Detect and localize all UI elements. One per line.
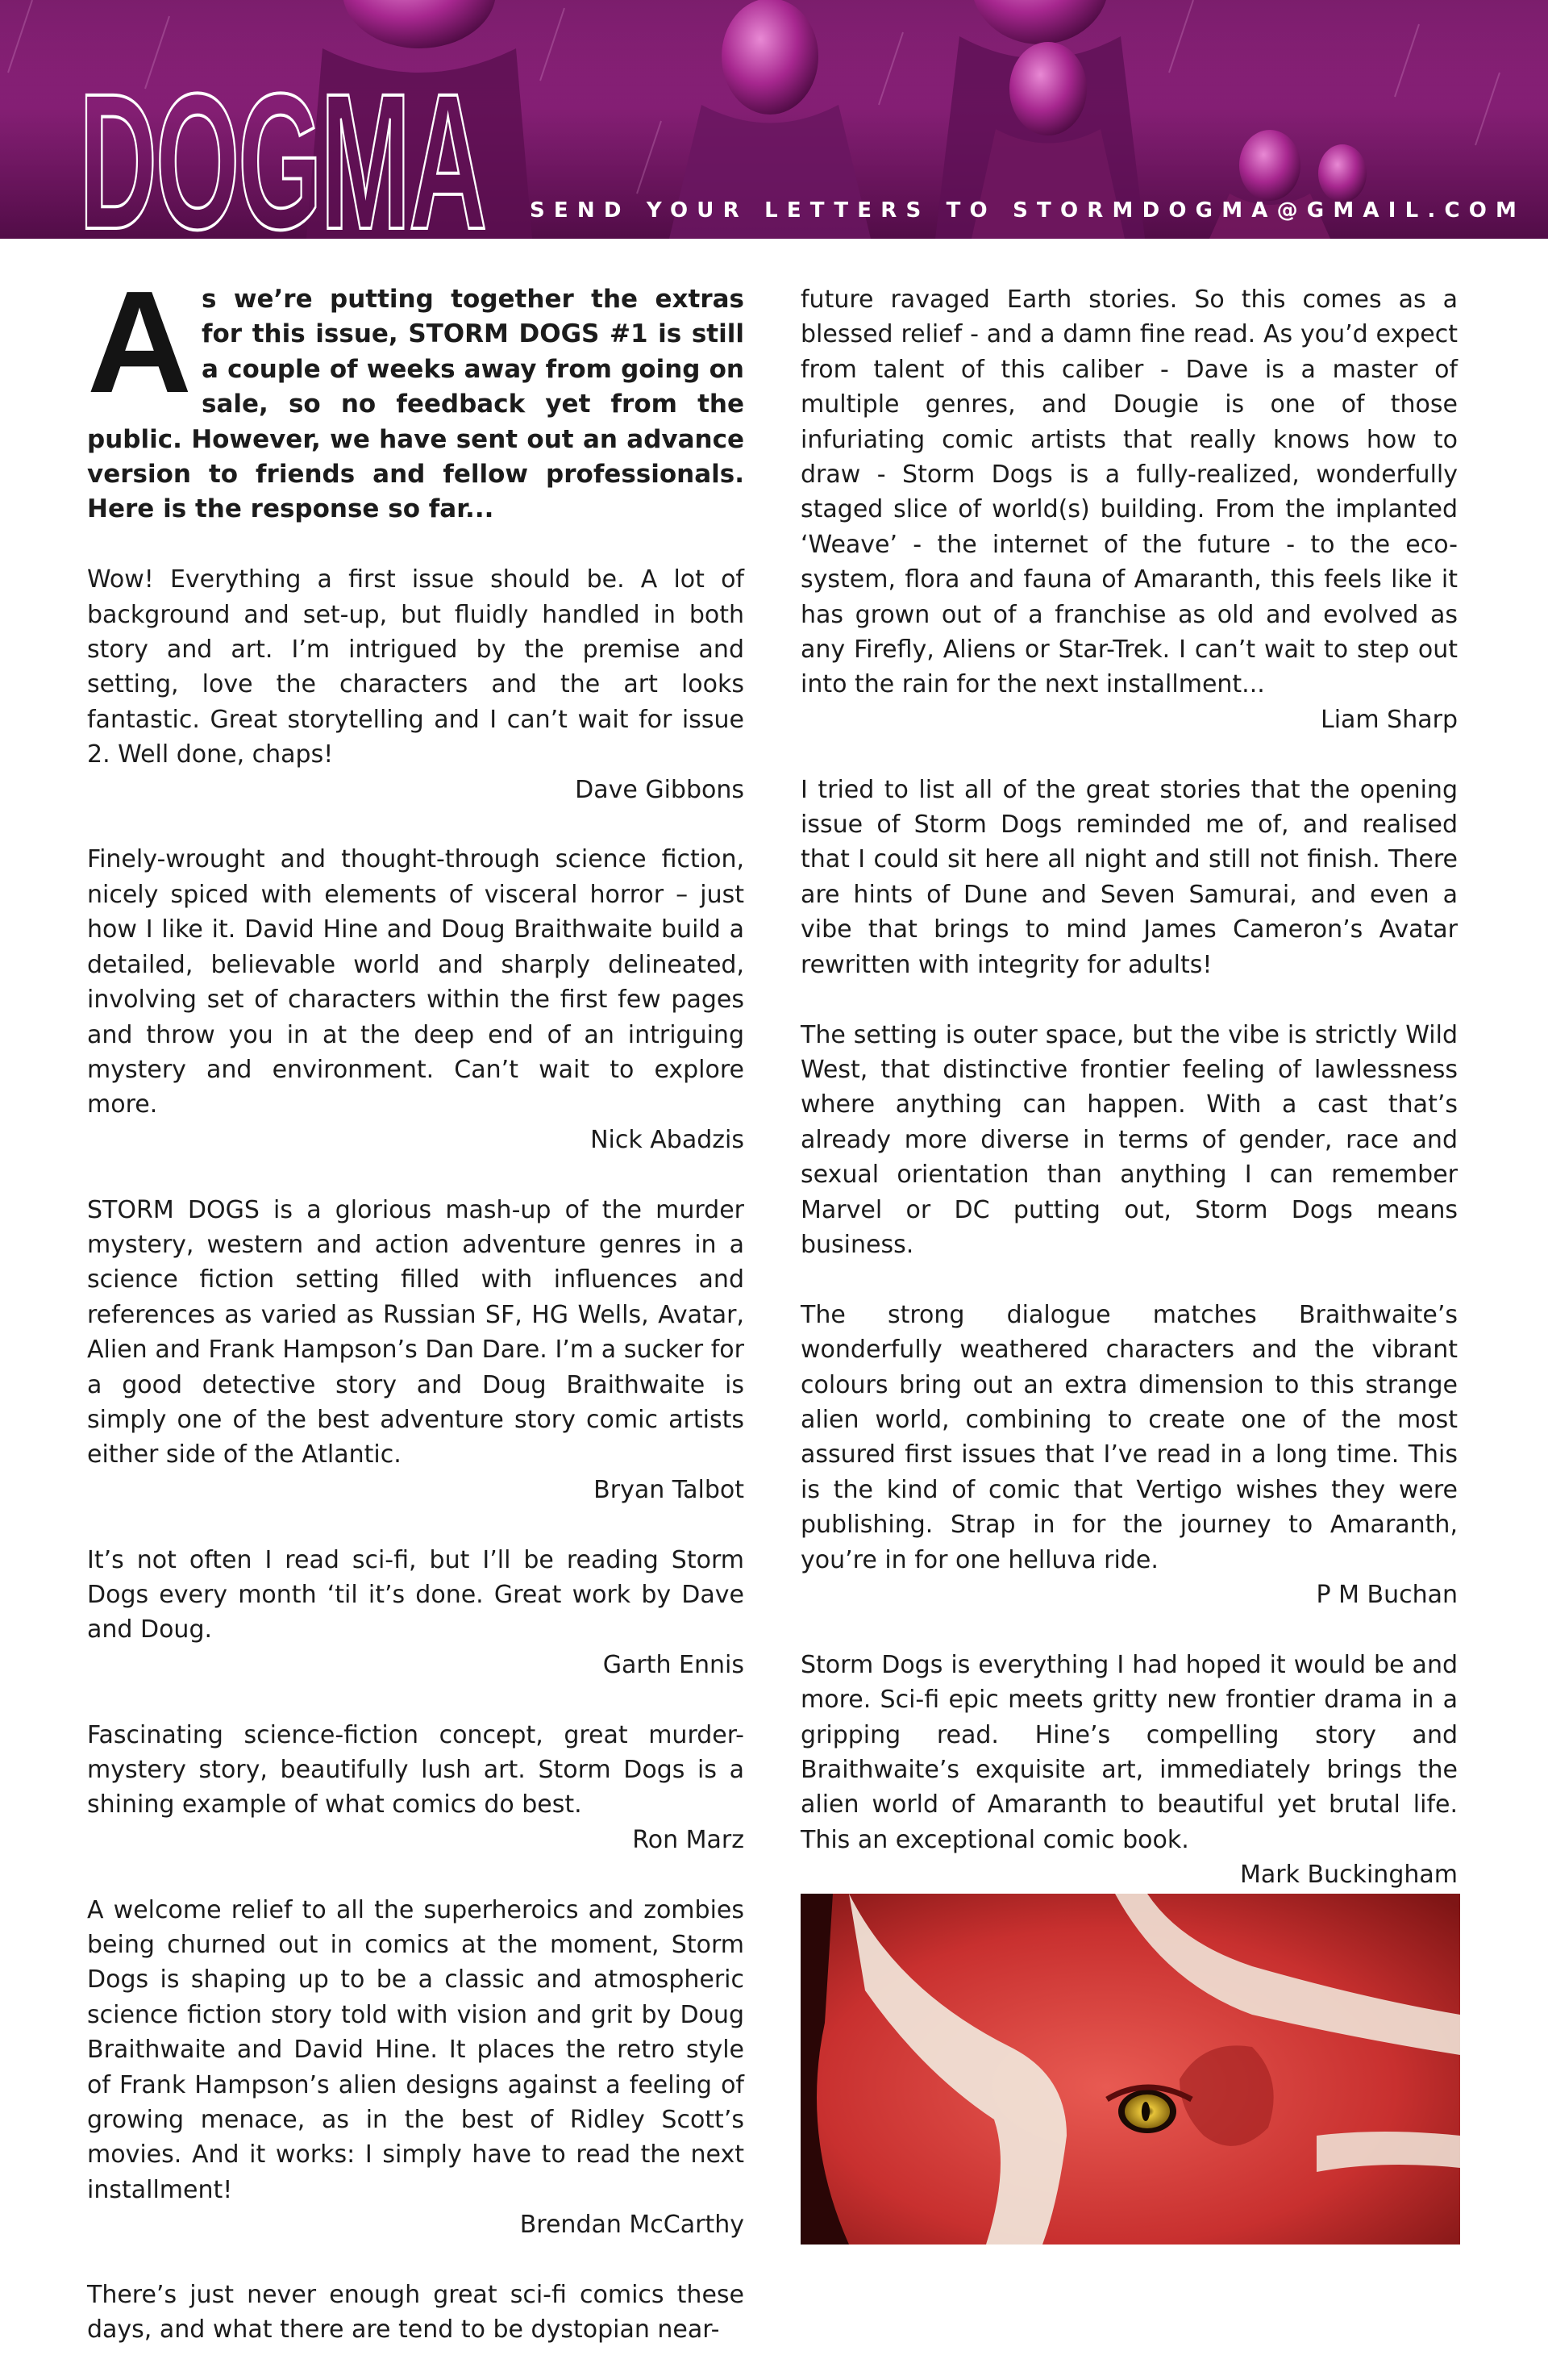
letter-paragraph: The strong dialogue matches Braithwaite’s wonderfully weathered characters and the vibrant colours bring out an extra dimension to this strange alien world, combining to create one of the most assured first issues that I’ve read in a long time. This is the kind of comic that Vertigo wishes they were publishing. Strap in for the journey to Amaranth, you’re in for one helluva ride. bbox=[801, 1300, 1458, 1574]
intro-paragraph bbox=[87, 261, 744, 527]
alien-face-artwork bbox=[801, 1894, 1460, 2245]
drop-cap: A bbox=[87, 261, 192, 423]
letter-author: Nick Abadzis bbox=[590, 1125, 744, 1154]
figure-6 bbox=[1318, 144, 1367, 202]
letter-author: Garth Ennis bbox=[602, 1650, 744, 1679]
letter-text: Finely-wrought and thought-through science fiction, nicely spiced with elements of visceral horror – just how I like it. David Hine and Doug Braithwaite build a detailed, believable world and sharply delineated, involving set of characters within the first few pages and throw you in at the deep end of an intriguing mystery and environment. Can’t wait to explore more. bbox=[87, 845, 744, 1119]
letter-paragraph: I tried to list all of the great stories that the opening issue of Storm Dogs reminded me of, and realised that I could sit here all night and still not finish. There are hints of Dune and Seven Samurai, and even a vibe that brings to mind James Cameron’s Avatar rewritten with integrity for adults! bbox=[801, 775, 1458, 979]
letter-paragraph: The setting is outer space, but the vibe is strictly Wild West, that distinctive frontier feeling of lawlessness where anything can happen. With a cast that’s already more diverse in terms of gender, race and sexual orientation than anything I can remember Marvel or DC putting out, Storm Dogs means business. bbox=[801, 1020, 1458, 1259]
intro-text: s we’re putting together the extras for this issue, STORM DOGS #1 is still a couple of weeks away from going on sale, so no feedback yet from the public. However, we have sent out an advance version to friends and fellow professionals. Here is the response so far... bbox=[87, 285, 744, 524]
letter-author: Bryan Talbot bbox=[593, 1475, 744, 1504]
letter-text: future ravaged Earth stories. So this comes as a blessed relief - and a damn fine read. As you’d expect from talent of this caliber - Dave is a master of multiple genres, and Dougie is one of those infuriating comic artists that really knows how to draw - Storm Dogs is a fully-realized, wonderfully staged slice of world(s) building. From the implanted ‘Weave’ - the internet of the future - to the eco-system, flora and fauna of Amaranth, this feels like it has grown out of a franchise as old and evolved as any Firefly, Aliens or Star-Trek. I can’t wait to step out into the rain for the next installment... bbox=[801, 286, 1458, 699]
letter bbox=[801, 1648, 1458, 1893]
letter-text: Wow! Everything a first issue should be. A lot of background and set-up, but fluidly handled in both story and art. I’m intrigued by the premise and setting, love the characters and the art looks fantastic. Great storytelling and I can’t wait for issue 2. Well done, chaps! bbox=[87, 565, 744, 769]
letter bbox=[801, 282, 1458, 737]
letter-author: Mark Buckingham bbox=[1240, 1861, 1458, 1890]
letter bbox=[87, 1718, 744, 1858]
letter bbox=[87, 1193, 744, 1508]
right-column bbox=[801, 282, 1458, 1893]
letter bbox=[87, 1543, 744, 1683]
letter-text: A welcome relief to all the superheroics and zombies being churned out in comics at the moment, Storm Dogs is shaping up to be a classic and atmospheric science fiction story told with vision and grit by Doug Braithwaite and David Hine. It places the retro style of Frank Hampson’s alien designs against a feeling of growing menace, as in the best of Ridley Scott’s movies. And it works: I simply have to read the next installment! bbox=[87, 1895, 744, 2204]
letter-text: Fascinating science-fiction concept, great murder-mystery story, beautifully lush art. Storm Dogs is a shining example of what comics do best. bbox=[87, 1720, 744, 1819]
letter-author: Brendan McCarthy bbox=[519, 2211, 744, 2240]
letter-text: STORM DOGS is a glorious mash-up of the murder mystery, western and action adventure genres in a science fiction setting filled with influences and references as varied as Russian SF, HG Wells, Avatar, Alien and Frank Hampson’s Dan Dare. I’m a sucker for a good detective story and Doug Braithwaite is simply one of the best adventure story comic artists either side of the Atlantic. bbox=[87, 1195, 744, 1469]
dogma-logo: DOGMA bbox=[79, 53, 485, 239]
letter bbox=[87, 562, 744, 807]
letter-text: It’s not often I read sci-fi, but I’ll be reading Storm Dogs every month ‘til it’s done. Great work by Dave and Doug. bbox=[87, 1545, 744, 1644]
letter bbox=[801, 773, 1458, 1613]
letter-author: Dave Gibbons bbox=[575, 775, 744, 804]
letter-author: Liam Sharp bbox=[1320, 705, 1458, 734]
letter bbox=[87, 1893, 744, 2243]
header-banner bbox=[0, 0, 1548, 239]
send-letters-line: SEND YOUR LETTERS TO STORMDOGMA@GMAIL.COM bbox=[530, 198, 1526, 223]
letter-text-continued: There’s just never enough great sci-fi comics these days, and what there are tend to be dystopian near- bbox=[87, 2281, 744, 2345]
letter-author: Ron Marz bbox=[632, 1825, 744, 1854]
letter-author: P M Buchan bbox=[1316, 1580, 1458, 1609]
letter-text: Storm Dogs is everything I had hoped it would be and more. Sci-fi epic meets gritty new frontier drama in a gripping read. Hine’s compelling story and Braithwaite’s exquisite art, immediately brings the alien world of Amaranth to beautiful yet brutal life. This an exceptional comic book. bbox=[801, 1650, 1458, 1854]
left-column bbox=[87, 261, 744, 2348]
letter bbox=[87, 842, 744, 1157]
